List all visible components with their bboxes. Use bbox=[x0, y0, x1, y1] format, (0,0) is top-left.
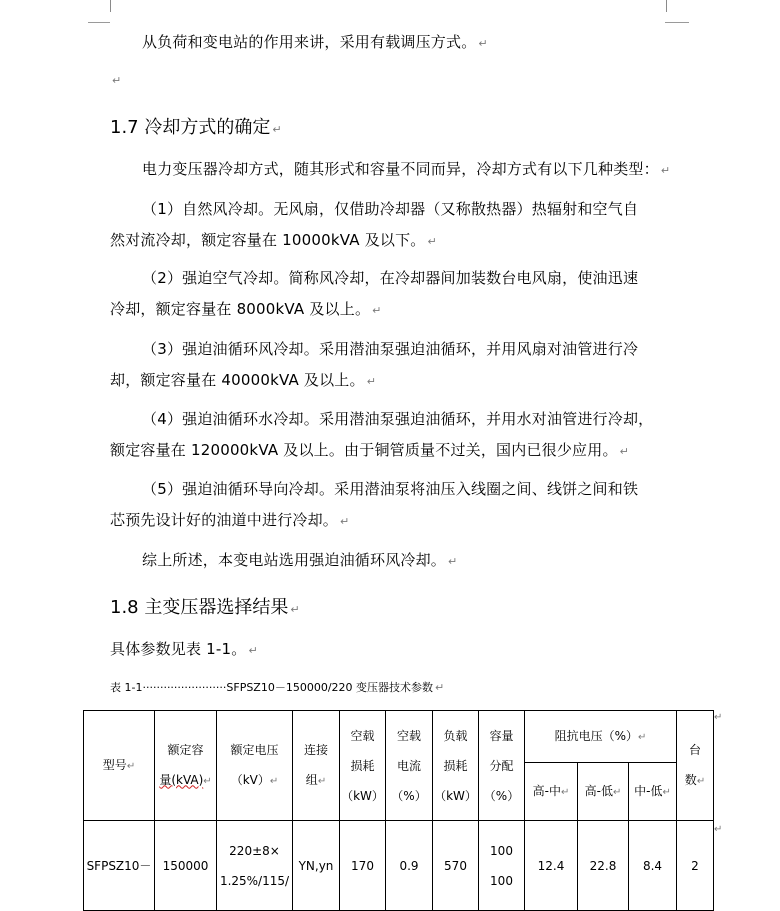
list-item-1-line-2: 然对流冷却，额定容量在 10000kVA 及以下。 ↵ bbox=[110, 231, 437, 249]
cell-high-medium: 12.4 bbox=[525, 821, 578, 911]
list-item-1-line-1: （1）自然风冷却。无风扇，仅借助冷却器（又称散热器）热辐射和空气自 bbox=[142, 200, 639, 218]
cell-capacity: 150000 bbox=[155, 821, 217, 911]
paragraph-conclusion: 综上所述，本变电站选用强迫油循环风冷却。 ↵ bbox=[142, 551, 458, 569]
header-high-low: 高-低↵ bbox=[578, 763, 629, 821]
cell-model: SFPSZ10－ bbox=[84, 821, 155, 911]
crop-mark-right bbox=[665, 22, 689, 23]
header-voltage: 额定电压 （kV）↵ bbox=[217, 711, 293, 821]
header-noload-loss: 空载 损耗 （kW） bbox=[340, 711, 386, 821]
header-high-medium: 高-中↵ bbox=[525, 763, 578, 821]
table-caption: 表 1-1························SFPSZ10－150000/220 变压器技术参数 ↵ bbox=[110, 681, 445, 694]
cell-noload-current: 0.9 bbox=[386, 821, 433, 911]
row-end-mark: ↵ bbox=[714, 824, 723, 835]
list-item-2-line-2: 冷却，额定容量在 8000kVA 及以上。 ↵ bbox=[110, 300, 382, 318]
header-connection: 连接 组↵ bbox=[293, 711, 340, 821]
paragraph-cooling-intro: 电力变压器冷却方式，随其形式和容量不同而异，冷却方式有以下几种类型： ↵ bbox=[142, 160, 671, 178]
header-model: 型号↵ bbox=[84, 711, 155, 821]
empty-paragraph: ↵ bbox=[112, 74, 122, 87]
crop-mark-left bbox=[88, 22, 110, 23]
paragraph-table-reference: 具体参数见表 1-1。 ↵ bbox=[110, 640, 258, 658]
cell-voltage: 220±8× 1.25%/115/ bbox=[217, 821, 293, 911]
cell-high-low: 22.8 bbox=[578, 821, 629, 911]
header-noload-current: 空载 电流 （%） bbox=[386, 711, 433, 821]
header-capacity: 额定容 量(kVA)↵ bbox=[155, 711, 217, 821]
cell-medium-low: 8.4 bbox=[629, 821, 677, 911]
cell-load-loss: 570 bbox=[433, 821, 479, 911]
cell-connection: YN,yn bbox=[293, 821, 340, 911]
table-header-row bbox=[84, 711, 714, 763]
list-item-5-line-1: （5）强迫油循环导向冷却。采用潜油泵将油压入线圈之间、线饼之间和铁 bbox=[142, 480, 639, 498]
cell-noload-loss: 170 bbox=[340, 821, 386, 911]
list-item-4-line-2: 额定容量在 120000kVA 及以上。由于铜管质量不过关，国内已很少应用。 ↵ bbox=[110, 441, 630, 459]
row-end-mark: ↵ bbox=[714, 712, 723, 723]
header-medium-low: 中-低↵ bbox=[629, 763, 677, 821]
cell-capacity-distribution: 100 100 bbox=[479, 821, 525, 911]
transformer-parameters-table bbox=[83, 710, 714, 911]
table-row bbox=[84, 821, 714, 911]
list-item-5-line-2: 芯预先设计好的油道中进行冷却。 ↵ bbox=[110, 511, 350, 529]
header-load-loss: 负载 损耗 （kW） bbox=[433, 711, 479, 821]
header-capacity-distribution: 容量 分配 （%） bbox=[479, 711, 525, 821]
list-item-4-line-1: （4）强迫油循环水冷却。采用潜油泵强迫油循环，并用水对油管进行冷却， bbox=[142, 410, 654, 428]
header-impedance-voltage: 阻抗电压（%）↵ bbox=[525, 711, 677, 763]
heading-1-8: 1.8 主变压器选择结果 ↵ bbox=[110, 597, 300, 618]
header-count: 台 数↵ bbox=[677, 711, 714, 821]
heading-1-7: 1.7 冷却方式的确定 ↵ bbox=[110, 117, 282, 138]
cell-count: 2 bbox=[677, 821, 714, 911]
list-item-3-line-2: 却，额定容量在 40000kVA 及以上。 ↵ bbox=[110, 371, 377, 389]
page-top-frame bbox=[110, 0, 667, 12]
list-item-2-line-1: （2）强迫空气冷却。简称风冷却，在冷却器间加装数台电风扇，使油迅速 bbox=[142, 269, 639, 287]
list-item-3-line-1: （3）强迫油循环风冷却。采用潜油泵强迫油循环，并用风扇对油管进行冷 bbox=[142, 340, 639, 358]
paragraph-load-regulation: 从负荷和变电站的作用来讲，采用有载调压方式。 ↵ bbox=[142, 33, 488, 51]
